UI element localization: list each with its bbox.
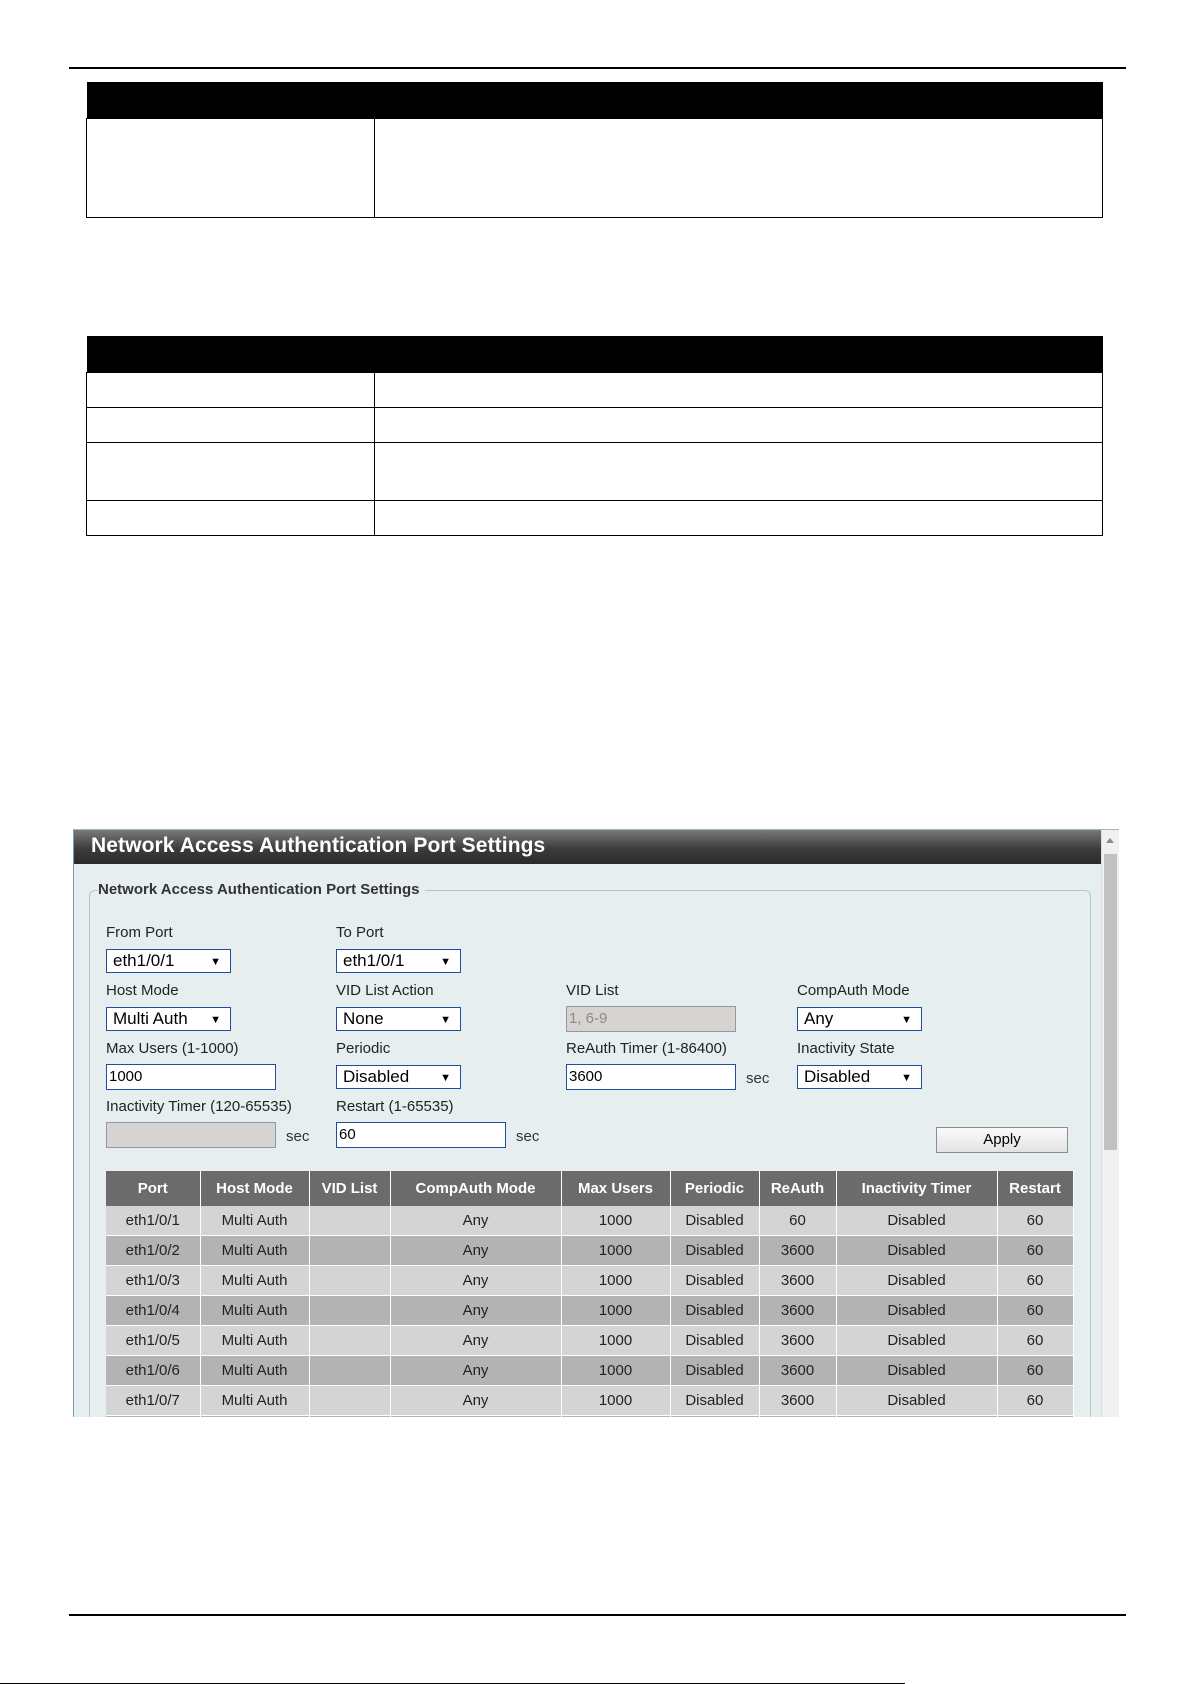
table-cell: 60 (997, 1266, 1073, 1296)
description-cell (375, 408, 1103, 443)
table-cell (309, 1326, 390, 1356)
table-row[interactable] (106, 1416, 1073, 1418)
table-row[interactable] (106, 1356, 1073, 1386)
vid-list-input: 1, 6-9 (566, 1006, 736, 1032)
table-row[interactable] (106, 1326, 1073, 1356)
table-cell (200, 1416, 309, 1418)
parameter-cell (87, 373, 375, 408)
reauth-timer-unit: sec (746, 1070, 770, 1087)
dropdown-arrow-icon: ▼ (440, 956, 451, 968)
vid-list-action-label: VID List Action (336, 982, 434, 999)
table-cell: 60 (759, 1206, 836, 1236)
description-cell (375, 119, 1103, 218)
table-cell: 3600 (759, 1296, 836, 1326)
table-cell (759, 1416, 836, 1418)
table-cell: 60 (997, 1236, 1073, 1266)
vid-list-action-value: None (343, 1009, 384, 1028)
table-cell: 1000 (561, 1296, 670, 1326)
parameter-table-row (87, 501, 1103, 536)
table-cell: 3600 (759, 1236, 836, 1266)
table-cell: 60 (997, 1206, 1073, 1236)
table-cell: eth1/0/2 (106, 1236, 200, 1266)
inactivity-timer-label: Inactivity Timer (120-65535) (106, 1098, 292, 1115)
to-port-select[interactable] (336, 949, 461, 973)
table-cell: Disabled (670, 1296, 759, 1326)
table-cell: 3600 (759, 1386, 836, 1416)
table-cell: Disabled (836, 1356, 997, 1386)
parameter-cell (87, 443, 375, 501)
column-header: CompAuth Mode (390, 1171, 561, 1206)
parameter-table-header (87, 336, 1103, 373)
dropdown-arrow-icon: ▼ (440, 1014, 451, 1026)
reauth-timer-label: ReAuth Timer (1-86400) (566, 1040, 727, 1057)
table-cell: Any (390, 1296, 561, 1326)
table-body (106, 1206, 1073, 1417)
table-cell (309, 1296, 390, 1326)
table-cell (836, 1416, 997, 1418)
dropdown-arrow-icon: ▼ (210, 956, 221, 968)
scroll-thumb[interactable] (1104, 854, 1117, 1150)
table-cell: 3600 (759, 1326, 836, 1356)
compauth-mode-value: Any (804, 1009, 834, 1028)
description-cell (375, 443, 1103, 501)
table-cell: Disabled (670, 1266, 759, 1296)
table-cell: 60 (997, 1386, 1073, 1416)
apply-button[interactable]: Apply (936, 1127, 1068, 1153)
table-cell: Disabled (670, 1206, 759, 1236)
table-cell (561, 1416, 670, 1418)
inactivity-timer-unit: sec (286, 1128, 310, 1145)
table-cell: eth1/0/3 (106, 1266, 200, 1296)
table-cell (309, 1356, 390, 1386)
to-port-label: To Port (336, 924, 384, 941)
from-port-value: eth1/0/1 (113, 951, 175, 970)
table-cell (309, 1206, 390, 1236)
table-row[interactable] (106, 1236, 1073, 1266)
table-cell: 1000 (561, 1236, 670, 1266)
table-cell: Multi Auth (200, 1386, 309, 1416)
parameter-table-row (87, 443, 1103, 501)
table-cell: Disabled (836, 1326, 997, 1356)
table-cell: Any (390, 1266, 561, 1296)
column-header: Inactivity Timer (836, 1171, 997, 1206)
column-header: VID List (309, 1171, 390, 1206)
from-port-label: From Port (106, 924, 173, 941)
table-cell: Disabled (836, 1386, 997, 1416)
table-cell: Multi Auth (200, 1206, 309, 1236)
parameter-table-row (87, 373, 1103, 408)
table-cell: Disabled (836, 1266, 997, 1296)
table-cell: Disabled (670, 1236, 759, 1266)
parameter-cell (87, 408, 375, 443)
table-cell: Multi Auth (200, 1266, 309, 1296)
table-cell: Disabled (670, 1356, 759, 1386)
table-row[interactable] (106, 1386, 1073, 1416)
table-cell: Multi Auth (200, 1236, 309, 1266)
column-header: ReAuth (759, 1171, 836, 1206)
column-header: Periodic (670, 1171, 759, 1206)
reauth-timer-input[interactable]: 3600 (566, 1064, 736, 1090)
table-cell: 60 (997, 1326, 1073, 1356)
max-users-label: Max Users (1-1000) (106, 1040, 239, 1057)
fieldset-legend: Network Access Authentication Port Settings (98, 881, 425, 898)
scroll-up-icon[interactable] (1106, 838, 1114, 843)
table-cell: Disabled (670, 1386, 759, 1416)
table-cell: eth1/0/1 (106, 1206, 200, 1236)
table-cell: Any (390, 1236, 561, 1266)
dropdown-arrow-icon: ▼ (440, 1072, 451, 1084)
table-cell: 1000 (561, 1266, 670, 1296)
description-cell (375, 501, 1103, 536)
restart-input[interactable]: 60 (336, 1122, 506, 1148)
table-cell (106, 1416, 200, 1418)
table-cell: Multi Auth (200, 1356, 309, 1386)
table-cell: 1000 (561, 1386, 670, 1416)
description-cell (375, 373, 1103, 408)
panel-title: Network Access Authentication Port Settings (91, 834, 546, 857)
table-cell: 3600 (759, 1356, 836, 1386)
parameter-table-header (87, 82, 1103, 119)
max-users-input[interactable]: 1000 (106, 1064, 276, 1090)
table-row[interactable] (106, 1296, 1073, 1326)
column-header: Max Users (561, 1171, 670, 1206)
settings-panel (73, 829, 1119, 1417)
parameter-table-2 (86, 336, 1103, 536)
parameter-cell (87, 119, 375, 218)
table-cell: Any (390, 1386, 561, 1416)
inactivity-timer-input (106, 1122, 276, 1148)
table-cell: Any (390, 1326, 561, 1356)
host-mode-label: Host Mode (106, 982, 179, 999)
table-cell (390, 1416, 561, 1418)
table-cell: Disabled (836, 1296, 997, 1326)
column-header: Host Mode (200, 1171, 309, 1206)
host-mode-value: Multi Auth (113, 1009, 188, 1028)
periodic-label: Periodic (336, 1040, 391, 1057)
to-port-value: eth1/0/1 (343, 951, 405, 970)
table-cell: Any (390, 1356, 561, 1386)
table-cell (309, 1386, 390, 1416)
vertical-scrollbar[interactable] (1101, 830, 1119, 1417)
table-cell: 1000 (561, 1326, 670, 1356)
table-cell: 1000 (561, 1356, 670, 1386)
table-cell: Disabled (670, 1326, 759, 1356)
dropdown-arrow-icon: ▼ (210, 1014, 221, 1026)
table-header-row (106, 1171, 1073, 1206)
inactivity-state-value: Disabled (804, 1067, 871, 1086)
restart-label: Restart (1-65535) (336, 1098, 454, 1115)
compauth-mode-select[interactable] (797, 1007, 922, 1031)
periodic-select[interactable] (336, 1065, 461, 1089)
parameter-table-row (87, 119, 1103, 218)
table-cell: Multi Auth (200, 1296, 309, 1326)
table-cell (670, 1416, 759, 1418)
dropdown-arrow-icon: ▼ (901, 1072, 912, 1084)
page-header-rule (69, 67, 1126, 69)
parameter-table-1 (86, 82, 1103, 218)
dropdown-arrow-icon: ▼ (901, 1014, 912, 1026)
page-footer-rule (69, 1614, 1126, 1616)
host-mode-select[interactable] (106, 1007, 231, 1031)
table-cell: eth1/0/6 (106, 1356, 200, 1386)
compauth-mode-label: CompAuth Mode (797, 982, 910, 999)
table-cell: Disabled (836, 1236, 997, 1266)
table-cell: eth1/0/4 (106, 1296, 200, 1326)
table-cell (997, 1416, 1073, 1418)
table-cell (309, 1266, 390, 1296)
panel-title-bar (74, 830, 1104, 864)
table-cell: 60 (997, 1356, 1073, 1386)
column-header: Port (106, 1171, 200, 1206)
table-cell: eth1/0/5 (106, 1326, 200, 1356)
table-cell: eth1/0/7 (106, 1386, 200, 1416)
inactivity-state-select[interactable] (797, 1065, 922, 1089)
restart-unit: sec (516, 1128, 540, 1145)
parameter-table-row (87, 408, 1103, 443)
table-cell: 1000 (561, 1206, 670, 1236)
table-cell: 60 (997, 1296, 1073, 1326)
periodic-value: Disabled (343, 1067, 410, 1086)
table-row[interactable] (106, 1266, 1073, 1296)
table-cell: Multi Auth (200, 1326, 309, 1356)
table-cell: Any (390, 1206, 561, 1236)
vid-list-action-select[interactable] (336, 1007, 461, 1031)
table-cell: 3600 (759, 1266, 836, 1296)
table-cell (309, 1416, 390, 1418)
port-settings-table (106, 1171, 1074, 1417)
from-port-select[interactable] (106, 949, 231, 973)
table-cell (309, 1236, 390, 1266)
inactivity-state-label: Inactivity State (797, 1040, 895, 1057)
table-row[interactable] (106, 1206, 1073, 1236)
vid-list-label: VID List (566, 982, 619, 999)
parameter-cell (87, 501, 375, 536)
column-header: Restart (997, 1171, 1073, 1206)
table-cell: Disabled (836, 1206, 997, 1236)
